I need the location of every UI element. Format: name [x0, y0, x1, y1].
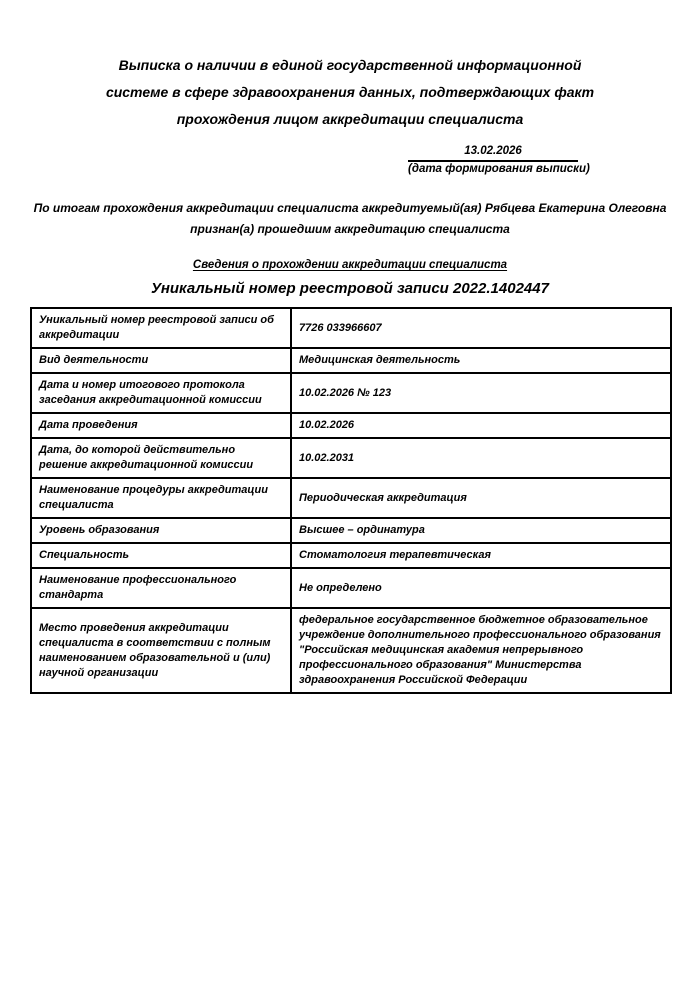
table-row [31, 518, 671, 543]
row-label: Наименование процедуры аккредитации специалиста [31, 478, 291, 518]
extract-date: 13.02.2026 [408, 145, 578, 162]
table-row [31, 478, 671, 518]
document-title [90, 52, 610, 133]
intro-line: По итогам прохождения аккредитации специалиста аккредитуемый(ая) Рябцева Екатерина Олеговна [33, 201, 667, 215]
accreditation-table [30, 307, 672, 694]
document-title-line: прохождения лицом аккредитации специалиста [176, 111, 524, 127]
document-title-line: Выписка о наличии в единой государственной информационной [118, 57, 582, 73]
row-value: Стоматология терапевтическая [291, 543, 671, 568]
row-label: Вид деятельности [31, 348, 291, 373]
row-label: Дата проведения [31, 413, 291, 438]
table-row [31, 568, 671, 608]
table-row [31, 348, 671, 373]
table-row [31, 413, 671, 438]
row-value: 7726 033966607 [291, 308, 671, 348]
row-value: Медицинская деятельность [291, 348, 671, 373]
record-number-heading: Уникальный номер реестровой записи 2022.1402447 [151, 280, 549, 297]
row-label: Дата и номер итогового протокола заседания аккредитационной комиссии [31, 373, 291, 413]
row-value: 10.02.2031 [291, 438, 671, 478]
extract-date-caption: (дата формирования выписки) [408, 163, 590, 175]
intro-line: признан(а) прошедшим аккредитацию специалиста [190, 222, 510, 236]
section-heading: Сведения о прохождении аккредитации специалиста [192, 259, 508, 271]
row-value: Периодическая аккредитация [291, 478, 671, 518]
table-row [31, 373, 671, 413]
row-value: Не определено [291, 568, 671, 608]
row-value: 10.02.2026 [291, 413, 671, 438]
row-label: Уникальный номер реестровой записи об аккредитации [31, 308, 291, 348]
row-value: Высшее – ординатура [291, 518, 671, 543]
row-label: Дата, до которой действительно решение аккредитационной комиссии [31, 438, 291, 478]
extract-date-block [408, 145, 590, 175]
row-label: Уровень образования [31, 518, 291, 543]
intro-paragraph [30, 198, 670, 240]
table-row [31, 608, 671, 693]
row-value: 10.02.2026 № 123 [291, 373, 671, 413]
row-value: федеральное государственное бюджетное образовательное учреждение дополнительного профессионального образования "Российская медицинская академия непрерывного профессионального образования" Министерства здравоохранения Российской Федерации [291, 608, 671, 693]
table-row [31, 543, 671, 568]
row-label: Специальность [31, 543, 291, 568]
table-row [31, 308, 671, 348]
document-title-line: системе в сфере здравоохранения данных, подтверждающих факт [105, 84, 595, 100]
row-label: Наименование профессионального стандарта [31, 568, 291, 608]
table-row [31, 438, 671, 478]
row-label: Место проведения аккредитации специалиста в соответствии с полным наименованием образовательной и (или) научной организации [31, 608, 291, 693]
